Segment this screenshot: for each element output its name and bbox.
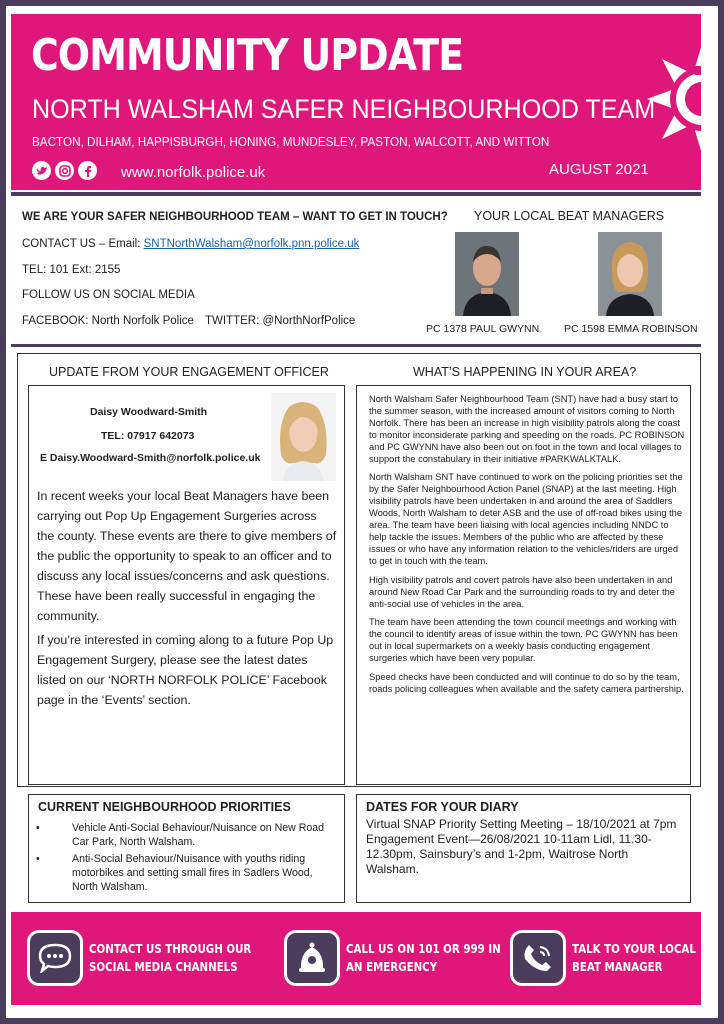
- diary-heading: DATES FOR YOUR DIARY: [366, 800, 519, 814]
- beat-manager-caption: PC 1598 EMMA ROBINSON: [564, 323, 698, 335]
- happening-paragraph: The team have been attending the town council meetings and working with the council to identify areas of issue within the town. PC GWYNN has been out in local supermarkets on a weekly basis conducting engagement surgeries which have been very popular.: [369, 617, 678, 664]
- footer-line: TALK TO YOUR LOCAL: [572, 941, 696, 956]
- issue-date: AUGUST 2021: [549, 161, 649, 178]
- contact-email-link[interactable]: SNTNorthWalsham@norfolk.pnn.police.uk: [143, 238, 360, 250]
- priority-item: • Anti-Social Behaviour/Nuisance with youths riding motorbikes and setting small fires in Sadlers Wood, North Walsham.: [36, 852, 338, 894]
- beat-manager-photo-emma: [598, 232, 662, 316]
- beat-managers-heading: YOUR LOCAL BEAT MANAGERS: [474, 209, 665, 223]
- footer-text: [89, 940, 251, 976]
- diary-text: Virtual SNAP Priority Setting Meeting – 18/10/2021 at 7pm Engagement Event—26/08/2021 10-11am Lidl, 11.30-12.30pm, Sainsbury’s and 1-2pm, Waitrose North Walsham.: [366, 817, 677, 876]
- facebook-handle: FACEBOOK: North Norfolk Police: [22, 315, 194, 327]
- contact-tel: TEL: 101 Ext: 2155: [22, 264, 121, 276]
- footer-social-media[interactable]: [27, 930, 287, 986]
- happening-heading: WHAT’S HAPPENING IN YOUR AREA?: [413, 365, 637, 379]
- officer-name: Daisy Woodward-Smith: [90, 406, 208, 418]
- happening-text: [369, 394, 687, 703]
- happening-paragraph: Speed checks have been conducted and will continue to do so by the team, roads policing colleagues when available and the safety camera partnership.: [369, 672, 684, 694]
- engagement-officer-photo: [271, 393, 336, 481]
- priorities-heading: CURRENT NEIGHBOURHOOD PRIORITIES: [38, 800, 291, 814]
- footer-line: BEAT MANAGER: [572, 959, 663, 974]
- police-helmet-icon: [284, 930, 340, 986]
- website-link[interactable]: www.norfolk.police.uk: [121, 164, 266, 181]
- beat-manager-photo-paul: [455, 232, 519, 316]
- footer-line: AN EMERGENCY: [346, 959, 438, 974]
- phone-icon: [510, 930, 566, 986]
- newsletter-title: COMMUNITY UPDATE: [31, 30, 464, 81]
- contact-email-line: [22, 238, 359, 250]
- social-icons: [32, 161, 97, 180]
- instagram-icon[interactable]: [55, 161, 74, 180]
- happening-paragraph: North Walsham SNT have continued to work on the policing priorities set the by the Safer Neighbourhood Action Panel (SNAP) at the last meeting. High visibility patrols have been undertaken in and around the area of Saddlers Woods, North Walsham to deter ASB and the use of off-road bikes using the area. The team have been liaising with local agencies including NNDC to help tackle the issues. Members of the public who are affected by these issues or who have any information relation to the vehicles/riders are urged to get in touch with the team.: [369, 472, 683, 566]
- footer-call-us[interactable]: [284, 930, 535, 986]
- covered-areas: BACTON, DILHAM, HAPPISBURGH, HONING, MUNDESLEY, PASTON, WALCOTT, AND WITTON: [32, 134, 550, 149]
- header-divider: [11, 192, 701, 196]
- twitter-handle: TWITTER: @NorthNorfPolice: [205, 315, 356, 327]
- engagement-paragraph: If you’re interested in coming along to a future Pop Up Engagement Surgery, please see the latest dates listed on our ‘NORTH NORFOLK POLICE’ Facebook page in the ‘Events’ section.: [37, 633, 334, 707]
- officer-email[interactable]: E Daisy.Woodward-Smith@norfolk.police.uk: [40, 452, 261, 464]
- section-divider: [11, 344, 701, 347]
- team-name: NORTH WALSHAM SAFER NEIGHBOURHOOD TEAM: [32, 94, 656, 124]
- footer-text: [346, 940, 501, 976]
- happening-paragraph: High visibility patrols and covert patrols have also been undertaken in and around New Road Car Park and the surrounding roads to try and deter the anti-social use of vehicles in the area.: [369, 574, 675, 609]
- twitter-icon[interactable]: [32, 161, 51, 180]
- engagement-heading: UPDATE FROM YOUR ENGAGEMENT OFFICER: [49, 365, 329, 379]
- constabulary-badge: [647, 44, 701, 154]
- beat-manager-caption: PC 1378 PAUL GWYNN: [426, 323, 540, 335]
- happening-paragraph: North Walsham Safer Neighbourhood Team (SNT) have had a busy start to the summer season, with the increased amount of visitors coming to North Norfolk. There has been an increase in high visibility patrols along the coast to monitor inconsiderate parking and speeding on the roads. PC ROBINSON and PC GWYNN have also been out on foot in the town and local villages to support the constabulary in their initiative #PARKWALKTALK.: [369, 394, 685, 464]
- contact-heading: WE ARE YOUR SAFER NEIGHBOURHOOD TEAM – WANT TO GET IN TOUCH?: [22, 211, 448, 223]
- footer-line: CALL US ON 101 OR 999 IN: [346, 941, 501, 956]
- footer-line: SOCIAL MEDIA CHANNELS: [89, 959, 238, 974]
- facebook-icon[interactable]: [78, 161, 97, 180]
- chat-bubble-icon: [27, 930, 83, 986]
- footer-line: CONTACT US THROUGH OUR: [89, 941, 252, 956]
- footer-banner: [11, 912, 701, 1005]
- footer-text: [572, 940, 696, 976]
- priority-item: • Vehicle Anti-Social Behaviour/Nuisance on New Road Car Park, North Walsham.: [36, 821, 338, 849]
- footer-talk-beat-manager[interactable]: [510, 930, 723, 986]
- engagement-paragraph: In recent weeks your local Beat Managers have been carrying out Pop Up Engagement Surgeries across the county. These events are there to give members of the public the opportunity to speak to an officer and to discuss any local issues/concerns and ask questions. These have been really successful in engaging the community.: [37, 489, 337, 623]
- follow-us-label: FOLLOW US ON SOCIAL MEDIA: [22, 289, 195, 301]
- header-banner: [11, 14, 701, 190]
- contact-email-label: CONTACT US – Email:: [22, 238, 144, 250]
- officer-tel: TEL: 07917 642073: [101, 430, 195, 442]
- priorities-list: [36, 821, 338, 897]
